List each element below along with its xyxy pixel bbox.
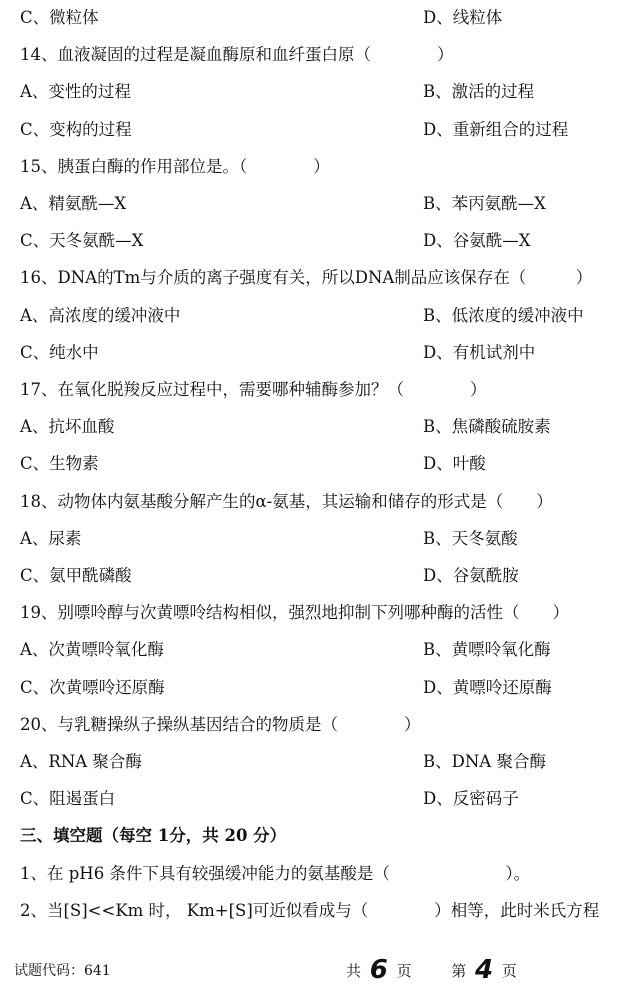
option-left: A、变性的过程 — [20, 82, 131, 102]
question-stem — [0, 597, 640, 629]
total-pages-handwritten: 6 — [369, 955, 388, 985]
page-indicator: 共 6 页 第 4 页 — [346, 955, 517, 985]
question-text: 20、与乳糖操纵子操纵基因结合的物质是（ ） — [20, 714, 421, 734]
option-left: A、RNA 聚合酶 — [20, 752, 142, 771]
question-stem — [0, 858, 640, 890]
option-right: B、激活的过程 — [423, 82, 535, 102]
option-right: D、有机试剂中 — [423, 342, 536, 362]
option-row — [0, 411, 640, 443]
option-row — [0, 523, 640, 555]
option-right: D、叶酸 — [423, 454, 486, 474]
option-right: B、低浓度的缓冲液中 — [423, 305, 584, 325]
question-stem — [0, 374, 640, 406]
question-text: 2、当[S]<<Km 时， Km+[S]可近似看成与（ ）相等，此时米氏方程 — [20, 900, 600, 920]
exam-code: 试题代码：641 — [14, 963, 111, 979]
option-row — [0, 634, 640, 666]
section-title: 三、填空题（每空 1分，共 20 分） — [20, 826, 287, 846]
option-row — [0, 560, 640, 592]
question-text: 14、血液凝固的过程是凝血酶原和血纤蛋白原（ ） — [20, 45, 454, 65]
option-row — [0, 300, 640, 332]
question-stem — [0, 486, 640, 518]
option-right: D、线粒体 — [423, 8, 503, 27]
option-right: D、反密码子 — [423, 789, 519, 809]
section-heading — [0, 820, 640, 852]
question-text: 15、胰蛋白酶的作用部位是。（ ） — [20, 156, 330, 176]
option-left: A、抗坏血酸 — [20, 417, 115, 437]
option-left: A、高浓度的缓冲液中 — [20, 305, 181, 325]
option-row — [0, 188, 640, 220]
option-right: B、苯丙氨酰—X — [423, 194, 546, 213]
option-left: C、氨甲酰磷酸 — [20, 566, 132, 585]
option-right: B、DNA 聚合酶 — [423, 752, 546, 771]
option-left: C、微粒体 — [20, 8, 99, 27]
option-row — [0, 114, 640, 146]
option-row — [0, 2, 640, 34]
option-row — [0, 225, 640, 257]
question-text: 17、在氧化脱羧反应过程中，需要哪种辅酶参加？（ ） — [20, 380, 487, 399]
page-footer — [0, 956, 640, 986]
option-row — [0, 746, 640, 778]
option-right: D、谷氨酰胺 — [423, 566, 519, 585]
option-row — [0, 783, 640, 815]
option-right: D、谷氨酰—X — [423, 231, 531, 251]
question-stem — [0, 895, 640, 927]
question-text: 19、别嘌呤醇与次黄嘌呤结构相似，强烈地抑制下列哪种酶的活性（ ） — [20, 603, 569, 623]
option-left: C、阻遏蛋白 — [20, 789, 116, 809]
question-stem — [0, 262, 640, 294]
question-text: 18、动物体内氨基酸分解产生的α-氨基，其运输和储存的形式是（ ） — [20, 491, 553, 511]
question-stem — [0, 151, 640, 183]
page-number-handwritten: 4 — [475, 955, 494, 985]
option-row — [0, 337, 640, 369]
question-stem — [0, 39, 640, 71]
option-left: A、次黄嘌呤氧化酶 — [20, 640, 164, 660]
option-right: B、黄嘌呤氧化酶 — [423, 640, 551, 660]
option-right: D、重新组合的过程 — [423, 119, 569, 139]
option-left: C、次黄嘌呤还原酶 — [20, 677, 165, 697]
question-text: 16、DNA的Tm与介质的离子强度有关，所以DNA制品应该保存在（ ） — [20, 268, 593, 288]
option-right: B、天冬氨酸 — [423, 528, 518, 548]
option-left: C、生物素 — [20, 454, 99, 474]
option-left: C、天冬氨酰—X — [20, 231, 144, 251]
question-text: 1、在 pH6 条件下具有较强缓冲能力的氨基酸是（ ）。 — [20, 863, 531, 883]
question-stem — [0, 709, 640, 741]
option-row — [0, 672, 640, 704]
option-right: B、焦磷酸硫胺素 — [423, 417, 551, 437]
option-row — [0, 76, 640, 108]
option-row — [0, 448, 640, 480]
option-right: D、黄嘌呤还原酶 — [423, 677, 552, 697]
option-left: A、尿素 — [20, 528, 82, 548]
option-left: C、变构的过程 — [20, 119, 132, 139]
option-left: C、纯水中 — [20, 342, 99, 362]
option-left: A、精氨酰—X — [20, 194, 127, 213]
